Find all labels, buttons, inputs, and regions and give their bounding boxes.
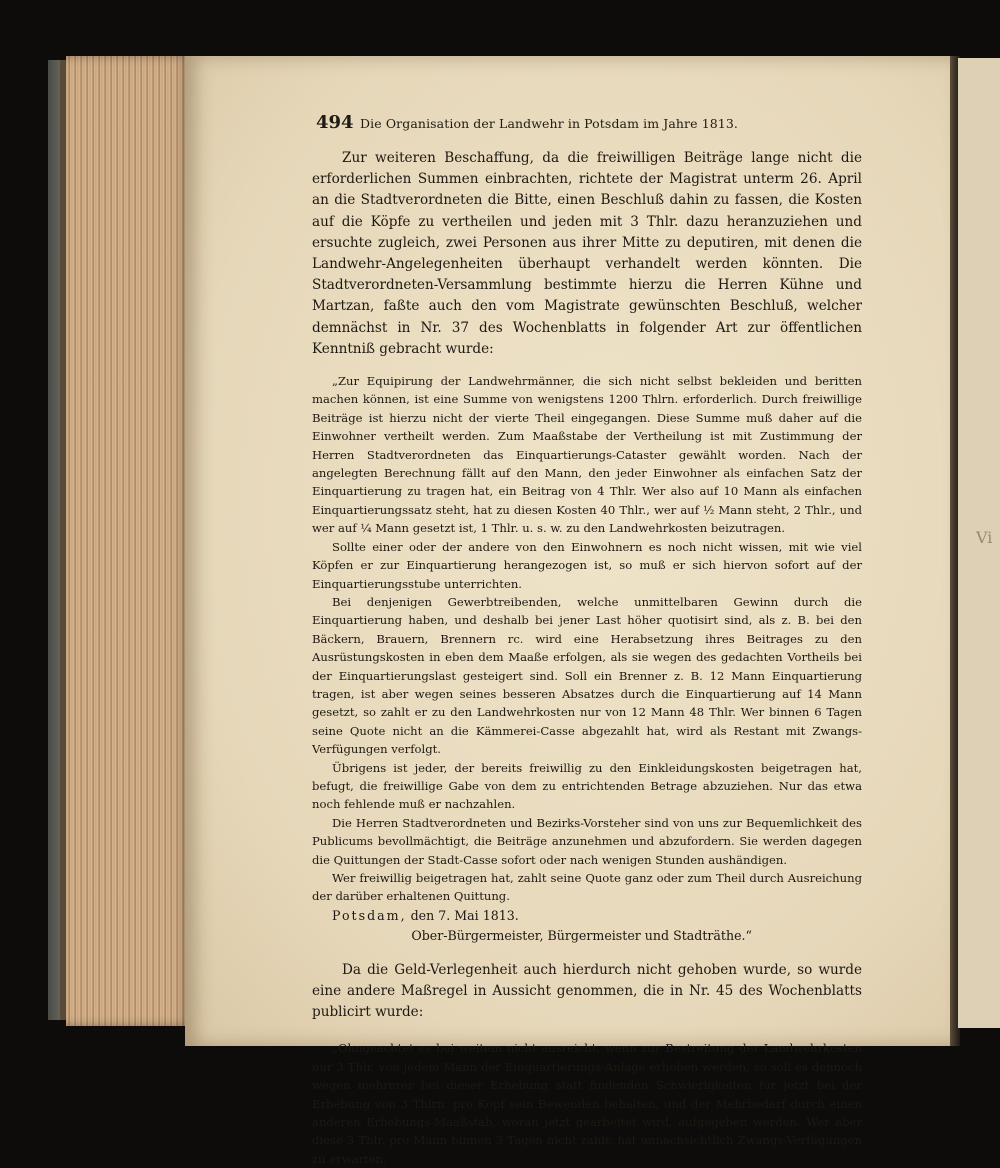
dateline-date: den 7. Mai 1813. bbox=[410, 907, 519, 923]
quote-1-paragraph-b: Sollte einer oder der andere von den Einwohnern es noch nicht wissen, mit wie viel Köpfen er zur Einquartierung herangezogen ist, so muß er sich hiervon sofort auf der Einquartierungsstube unterrichten. bbox=[312, 539, 862, 591]
quote-1-paragraph-e: Die Herren Stadtverordneten und Bezirks-Vorsteher sind von uns zur Bequemlichkeit des Publicums bevollmächtigt, die Beiträge anzunehmen und abzufordern. Sie werden dagegen die Quittungen der Stadt-Casse sofort oder nach wenigen Stunden aushändigen. bbox=[312, 815, 862, 867]
page-stack-edges bbox=[66, 56, 190, 1026]
page-body bbox=[312, 148, 862, 1168]
signature: Ober-Bürgermeister, Bürgermeister und Stadträthe.“ bbox=[411, 927, 752, 943]
page-header bbox=[316, 112, 738, 136]
facing-page bbox=[958, 58, 1000, 1028]
quoted-announcement-2 bbox=[312, 1039, 862, 1168]
quote-1-paragraph-d: Übrigens ist jeder, der bereits freiwillig zu den Einkleidungskosten beigetragen hat, befugt, die freiwillige Gabe von dem zu entrichtenden Betrage abzuziehen. Nur das etwa noch fehlende muß er nachzahlen. bbox=[312, 760, 862, 812]
quote-1-paragraph-a: „Zur Equipirung der Landwehrmänner, die sich nicht selbst bekleiden und beritten machen können, ist eine Summe von wenigstens 1200 Thlrn. erforderlich. Durch freiwillige Beiträge ist hierzu nicht der vierte Theil eingegangen. Diese Summe muß daher auf die Einwohner vertheilt werden. Zum Maaßstabe der Vertheilung ist mit Zustimmung der Herren Stadtverordneten das Einquartierungs-Cataster gewählt worden. Nach der angelegten Berechnung fällt auf den Mann, den jeder Einwohner als einfachen Satz der Einquartierung zu tragen hat, ein Beitrag von 4 Thlr. Wer also auf 10 Mann als einfachen Einquartierungssatz steht, hat zu diesen Kosten 40 Thlr., wer auf ½ Mann steht, 2 Thlr., und wer auf ¼ Mann gesetzt ist, 1 Thlr. u. s. w. zu den Landwehrkosten beizutragen. bbox=[312, 374, 862, 536]
dateline bbox=[312, 906, 862, 926]
paragraph-intro: Zur weiteren Beschaffung, da die freiwilligen Beiträge lange nicht die erforderlichen Summen einbrachten, richtete der Magistrat unterm 26. April an die Stadtverordneten die Bitte, einen Beschluß dahin zu fassen, die Kosten auf die Köpfe zu vertheilen und jeden mit 3 Thlr. dazu heranzuziehen und ersuchte zugleich, zwei Personen aus ihrer Mitte zu deputiren, mit denen die Landwehr-Angelegenheiten überhaupt verhandelt werden könnten. Die Stadtverordneten-Versammlung bestimmte hierzu die Herren Kühne und Martzan, faßte auch den vom Magistrate gewünschten Beschluß, welcher demnächst in Nr. 37 des Wochenblatts in folgender Art zur öffentlichen Kenntniß gebracht wurde: bbox=[312, 150, 862, 357]
dateline-place: Potsdam, bbox=[332, 907, 407, 923]
quote-1-paragraph-c: Bei denjenigen Gewerbtreibenden, welche unmittelbaren Gewinn durch die Einquartierung haben, und deshalb bei jener Last höher quotisirt sind, als z. B. bei den Bäckern, Brauern, Brennern rc. wird eine Herabsetzung ihres Beitrages zu den Ausrüstungskosten in eben dem Maaße erfolgen, als sie wegen des gedachten Vortheils bei der Einquartierungslast gesteigert sind. Soll ein Brenner z. B. 12 Mann Einquartierung tragen, ist aber wegen seines besseren Absatzes durch die Einquartierung auf 14 Mann gesetzt, so zahlt er zu den Landwehrkosten nur von 12 Mann 48 Thlr. Wer binnen 6 Tagen seine Quote nicht an die Kämmerei-Casse abgezahlt hat, wird als Restant mit Zwangs-Verfügungen verfolgt. bbox=[312, 594, 862, 757]
paragraph-followup: Da die Geld-Verlegenheit auch hierdurch nicht gehoben wurde, so wurde eine andere Maßregel in Aussicht genommen, die in Nr. 45 des Wochenblatts publicirt wurde: bbox=[312, 961, 862, 1021]
quote-2-paragraph: „Ohngeachtet es bei weitem nicht ausreicht, wenn zur Bestreitung der Landwehrkosten nur 3 Thlr. von jedem Mann der Einquartierungs-Anlage erhoben werden, so soll es dennoch wegen mehrerer bei dieser Erhebung statt findenden Schwierigkeiten für jetzt bei der Erhebung von 3 Thlrn. pro Kopf sein Bewenden behalten, und der Mehrbedarf durch einen anderen Erhebungs-Maaßstab, woran jetzt gearbeitet wird, aufgegeben werden. Wer aber diese 3 Thlr. pro Mann binnen 3 Tagen nicht zahlt, hat unnachsichtlich Zwangs-Verfügungen zu erwarten. bbox=[312, 1041, 862, 1166]
running-head: Die Organisation der Landwehr in Potsdam im Jahre 1813. bbox=[360, 116, 738, 131]
quoted-announcement-1 bbox=[312, 372, 862, 946]
page-number: 494 bbox=[316, 112, 354, 133]
facing-page-margin-note: Vi bbox=[976, 528, 993, 547]
quote-1-paragraph-f: Wer freiwillig beigetragen hat, zahlt seine Quote ganz oder zum Theil durch Ausreichung der darüber erhaltenen Quittung. bbox=[312, 871, 862, 904]
